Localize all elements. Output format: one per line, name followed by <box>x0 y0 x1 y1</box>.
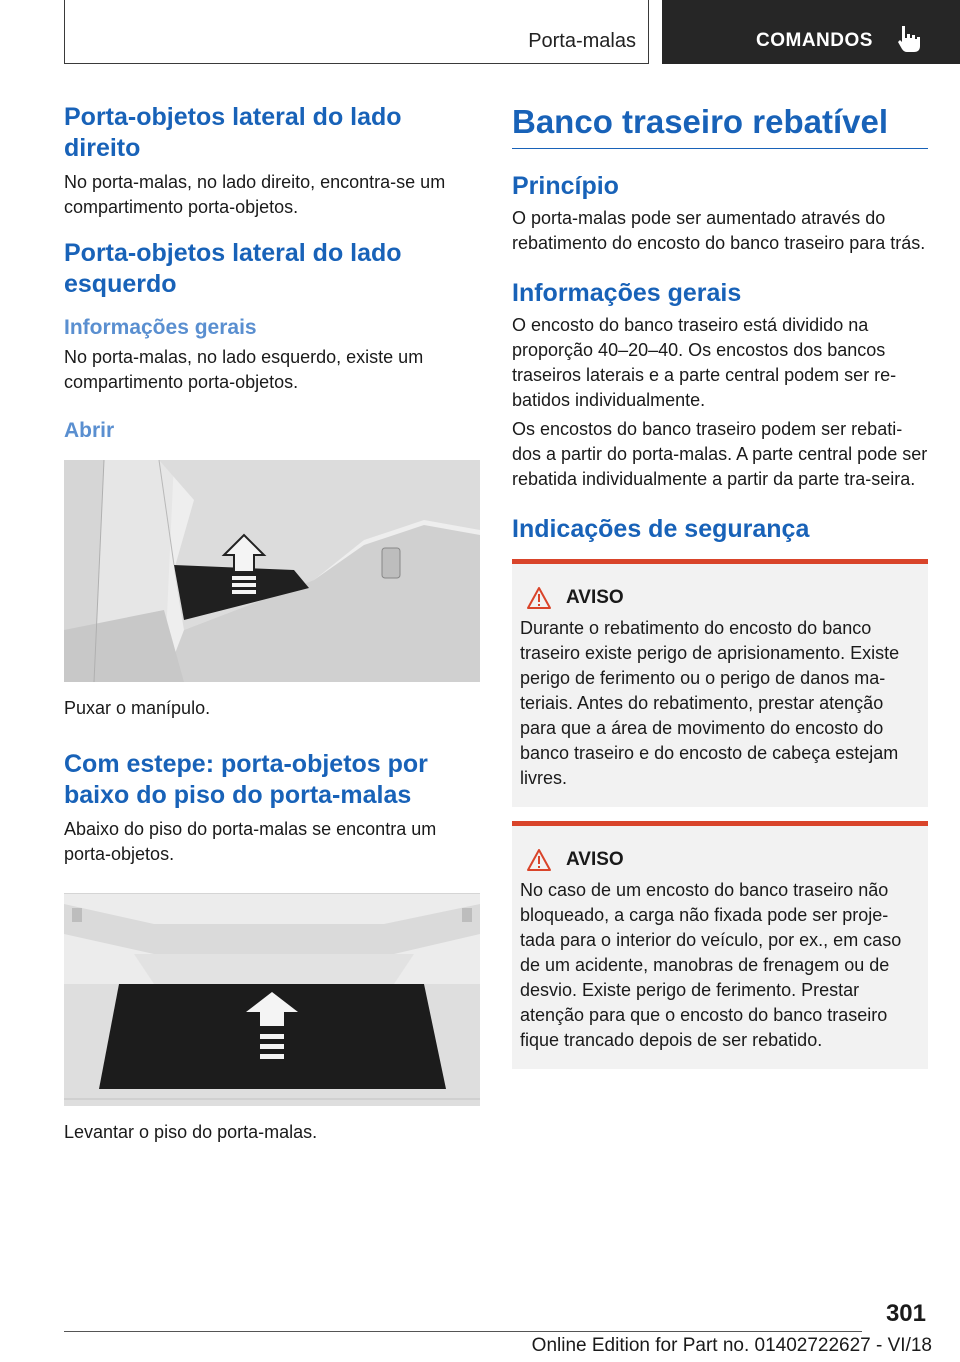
warning-box-1 <box>512 559 928 807</box>
warning-header-2 <box>526 848 920 872</box>
right-column <box>512 102 928 1069</box>
illustration-side-compartment <box>64 460 480 682</box>
header-rule-left <box>64 0 65 64</box>
footer-rule <box>64 1331 862 1332</box>
left-column <box>64 102 480 1145</box>
side-compartment-drawing <box>64 460 480 682</box>
chapter-tab[interactable] <box>662 0 960 64</box>
warning-triangle-icon <box>526 848 552 872</box>
warning-text-1: Durante o rebatimento do encosto do banco traseiro existe perigo de aprisionamento. Existe perigo de ferimento ou o perigo de danos ma-teriais. Antes do rebatimento, prestar atenção para que a área de movimento do encosto do banco traseiro e do encosto de cabeça estejam livres. <box>520 618 900 788</box>
heading-general-info-left: Informações gerais <box>64 316 257 339</box>
trunk-floor-drawing <box>64 894 480 1106</box>
heading-general-info-right: Informações gerais <box>512 279 742 307</box>
warning-box-2 <box>512 821 928 1069</box>
text-spare-compartment: Abaixo do piso do porta-malas se encontra um porta-objetos. <box>64 819 437 864</box>
text-right-compartment: No porta-malas, no lado direito, encontra-se um compartimento porta-objetos. <box>64 172 446 217</box>
warning-title-2: AVISO <box>566 849 624 870</box>
page-number: 301 <box>885 1300 926 1327</box>
heading-folding-seat: Banco traseiro rebatível <box>512 102 928 149</box>
heading-right-compartment: Porta-objetos lateral do lado direito <box>64 103 402 162</box>
illustration-trunk-floor <box>64 893 480 1106</box>
warning-triangle-icon <box>526 586 552 610</box>
heading-spare-compartment: Com estepe: porta-objetos por baixo do piso do porta-malas <box>64 750 428 809</box>
caption-open: Puxar o manípulo. <box>64 698 211 718</box>
caption-spare: Levantar o piso do porta-malas. <box>64 1122 318 1142</box>
footer-edition[interactable]: Online Edition for Part no. 01402722627 - VI/18 <box>531 1335 932 1356</box>
heading-open: Abrir <box>64 419 115 442</box>
heading-left-compartment: Porta-objetos lateral do lado esquerdo <box>64 239 402 298</box>
header-rule-bottom <box>64 63 649 64</box>
warning-title-1: AVISO <box>566 587 624 608</box>
warning-text-2: No caso de um encosto do banco traseiro não bloqueado, a carga não fixada pode ser proje-tada para o interior do veículo, por ex., em caso de um acidente, manobras de frenagem ou de desvio. Existe perigo de ferimento. Prestar atenção para que o encosto do banco traseiro fique trancado depois de ser rebatido. <box>520 880 902 1050</box>
section-title: Porta-malas <box>528 30 636 52</box>
warning-header-1 <box>526 586 920 610</box>
heading-principle: Princípio <box>512 172 619 200</box>
header-rule-mid <box>648 0 649 64</box>
text-principle: O porta-malas pode ser aumentado através do rebatimento do encosto do banco traseiro para trás. <box>512 208 926 253</box>
text-left-compartment: No porta-malas, no lado esquerdo, existe um compartimento porta-objetos. <box>64 347 424 392</box>
chapter-tab-label: COMANDOS <box>756 30 873 51</box>
heading-safety: Indicações de segurança <box>512 515 810 543</box>
text-general-1: O encosto do banco traseiro está dividido na proporção 40–20–40. Os encostos dos bancos traseiros laterais e a parte central podem ser re-batidos individualmente. <box>512 315 897 410</box>
text-general-2: Os encostos do banco traseiro podem ser rebati-dos a partir do porta-malas. A parte central pode ser rebatida individualmente a partir da parte tra-seira. <box>512 419 928 489</box>
hand-pointer-icon <box>896 24 922 54</box>
